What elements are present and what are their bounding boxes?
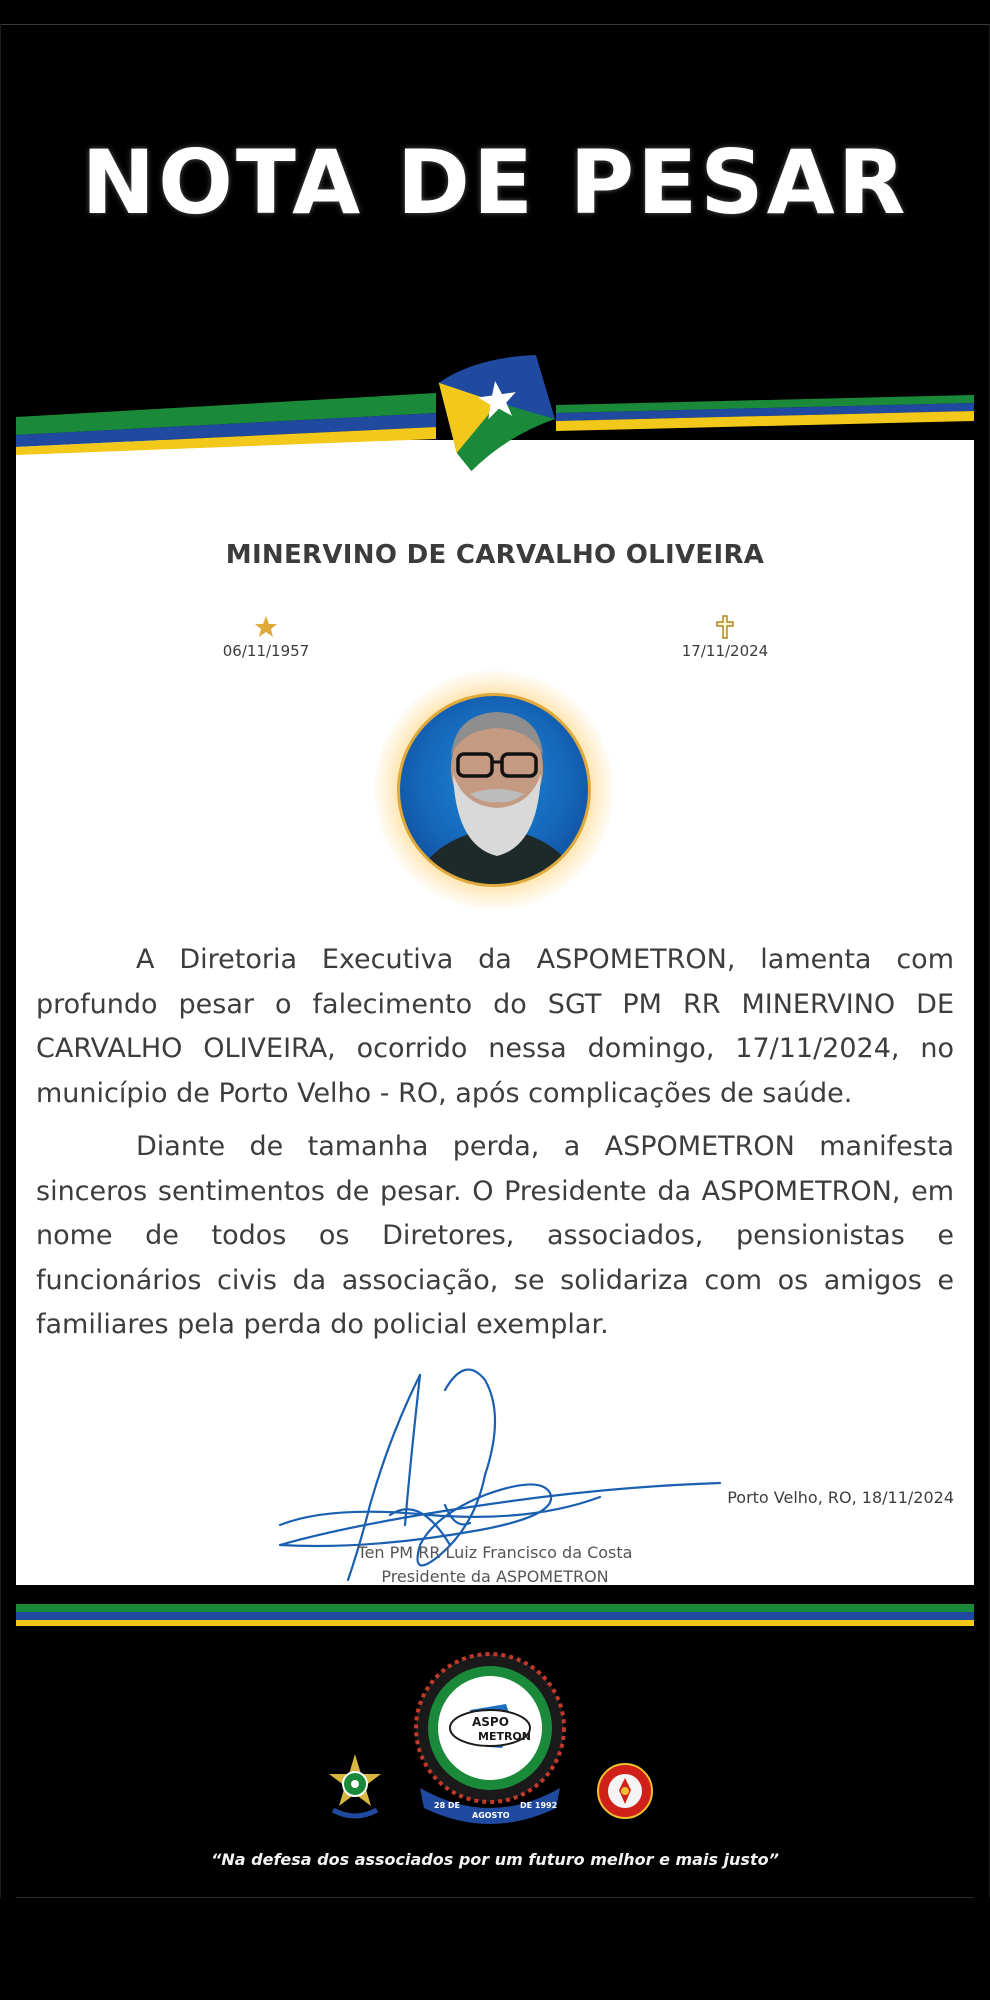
ribbon-text-1: 28 DE — [434, 1801, 461, 1810]
left-frame-line — [0, 24, 1, 1898]
flag-banner — [16, 355, 974, 485]
signer-name: Ten PM RR Luiz Francisco da Costa — [357, 1543, 633, 1562]
cross-icon — [712, 614, 738, 640]
birth-date-block — [186, 614, 346, 660]
footer-motto: “Na defesa dos associados por um futuro melhor e mais justo” — [211, 1850, 779, 1869]
star-icon — [253, 614, 279, 640]
page-title: NOTA DE PESAR — [81, 131, 909, 234]
condolence-message — [36, 938, 954, 1357]
death-date-block — [645, 614, 805, 660]
logos-row — [0, 1640, 990, 1840]
birth-date: 06/11/1957 — [222, 642, 310, 660]
firefighter-emblem-logo — [596, 1762, 654, 1820]
deceased-name: MINERVINO DE CARVALHO OLIVEIRA — [225, 540, 765, 570]
pm-emblem-logo — [325, 1752, 385, 1822]
signer-role: Presidente da ASPOMETRON — [381, 1567, 609, 1586]
top-border — [0, 24, 990, 25]
aspometron-seal-logo — [410, 1648, 570, 1833]
seal-text-metron: METRON — [478, 1730, 531, 1743]
place-and-date: Porto Velho, RO, 18/11/2024 — [727, 1488, 954, 1507]
message-paragraph-2: Diante de tamanha perda, a ASPOMETRON manifesta sinceros sentimentos de pesar. O Presidente da ASPOMETRON, em nome de todos os Diretores, associados, pensionistas e funcionários civis da associação, se solidariza com os amigos e familiares pela perda do policial exemplar. — [36, 1131, 954, 1340]
ribbon-text-2: AGOSTO — [472, 1811, 510, 1820]
flag-stripe-bottom — [16, 1604, 974, 1626]
bottom-border — [16, 1897, 974, 1898]
message-paragraph-1: A Diretoria Executiva da ASPOMETRON, lamenta com profundo pesar o falecimento do SGT PM RR MINERVINO DE CARVALHO OLIVEIRA, ocorrido nessa domingo, 17/11/2024, no município de Porto Velho - RO, após complicações de saúde. — [36, 944, 954, 1109]
death-date: 17/11/2024 — [681, 642, 769, 660]
seal-text-aspo: ASPO — [472, 1715, 509, 1729]
portrait-photo — [397, 693, 591, 887]
signer-block — [245, 1541, 745, 1589]
ribbon-text-3: DE 1992 — [520, 1801, 558, 1810]
